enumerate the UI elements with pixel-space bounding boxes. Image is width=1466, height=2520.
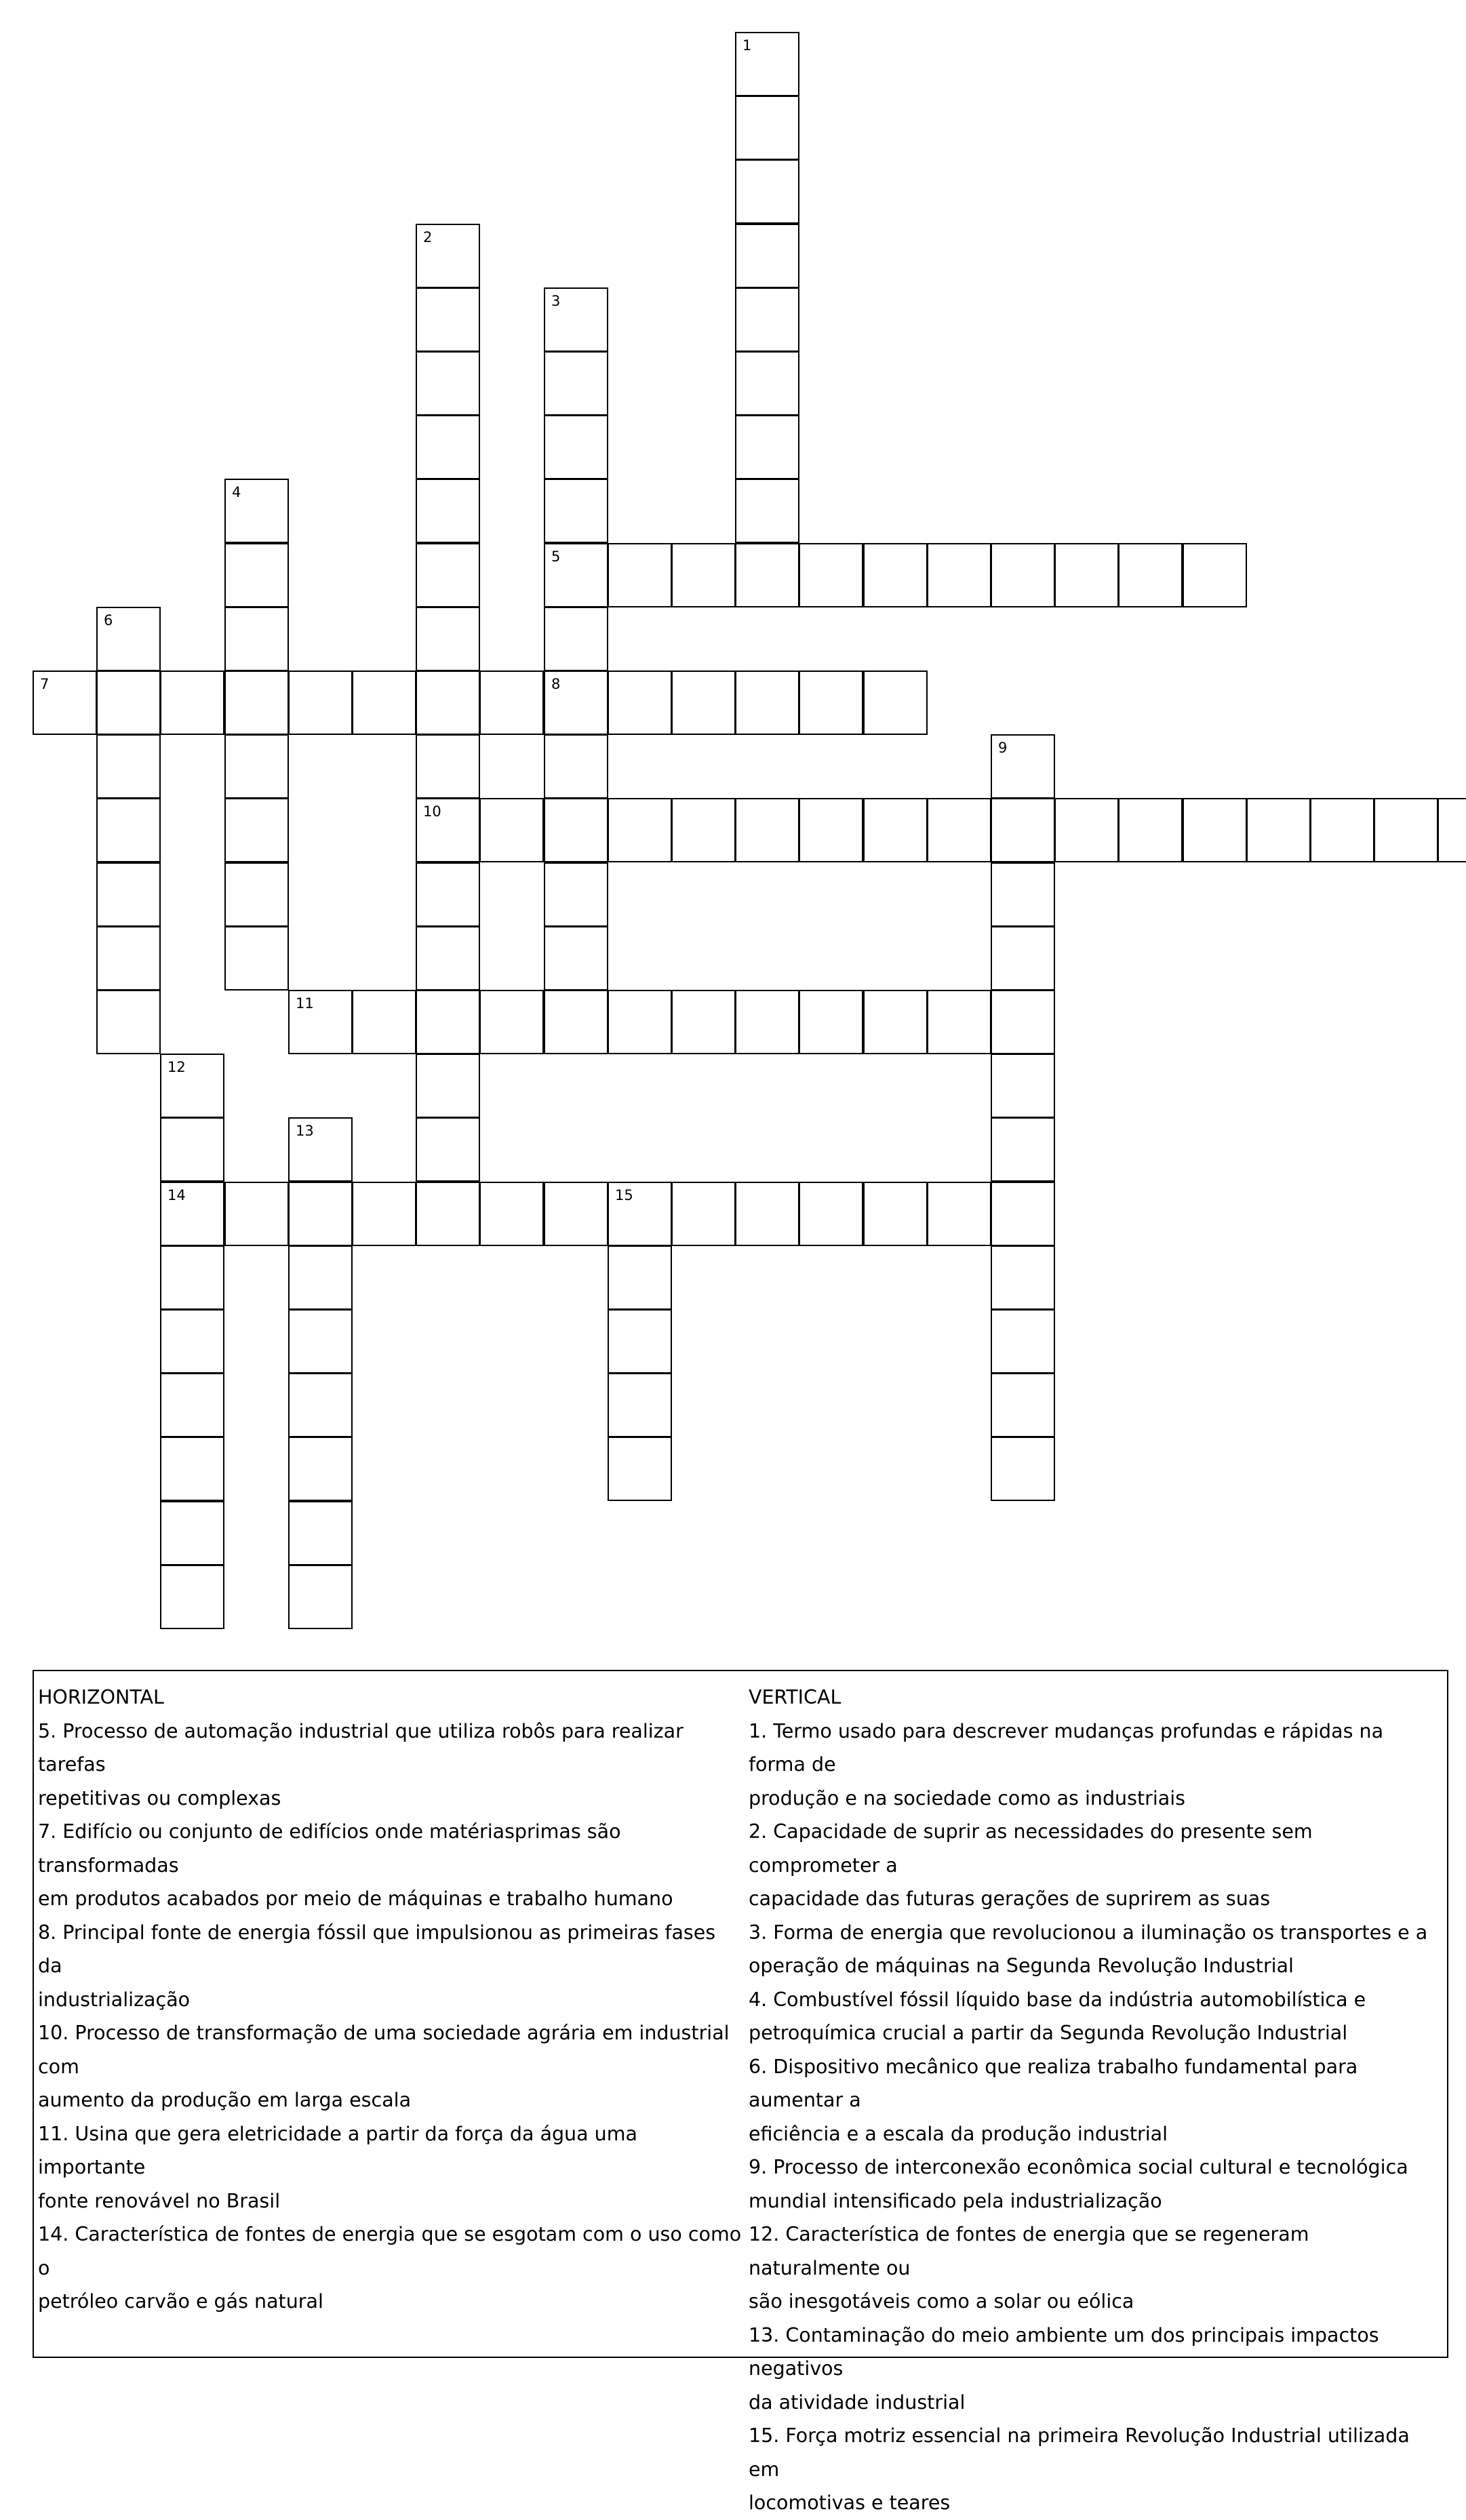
vertical-clue-line: 2. Capacidade de suprir as necessidades do presente sem comprometer a <box>749 1820 1313 1877</box>
grid-cell[interactable] <box>479 671 544 735</box>
grid-cell[interactable] <box>224 926 289 991</box>
vertical-clue-line: operação de máquinas na Segunda Revolução Industrial <box>749 1955 1294 1977</box>
horizontal-clue-line: 7. Edifício ou conjunto de edifícios onde matériasprimas são transformadas <box>38 1820 621 1877</box>
grid-cell[interactable] <box>735 543 799 607</box>
grid-cell[interactable] <box>288 1182 353 1246</box>
grid-cell[interactable] <box>991 543 1055 607</box>
grid-cell[interactable] <box>863 798 928 862</box>
grid-cell[interactable] <box>224 543 289 607</box>
grid-cell[interactable] <box>799 1182 863 1246</box>
grid-cell[interactable] <box>735 671 799 735</box>
grid-cell[interactable] <box>416 287 480 352</box>
horizontal-clues <box>38 1681 745 2319</box>
horizontal-heading: HORIZONTAL <box>38 1686 164 1708</box>
vertical-clue-line: da atividade industrial <box>749 2391 966 2414</box>
grid-cell[interactable] <box>416 543 480 607</box>
grid-cell[interactable] <box>544 479 608 543</box>
grid-cell[interactable] <box>1054 543 1119 607</box>
grid-cell[interactable] <box>671 990 736 1054</box>
grid-cell[interactable] <box>96 926 161 991</box>
grid-cell[interactable] <box>160 1245 224 1310</box>
clue-number: 11 <box>296 995 314 1012</box>
grid-cell[interactable] <box>927 798 991 862</box>
grid-cell[interactable] <box>544 990 608 1054</box>
grid-cell[interactable] <box>224 607 289 671</box>
horizontal-clue-line: 14. Característica de fontes de energia que se esgotam com o uso como o <box>38 2223 742 2279</box>
grid-cell[interactable] <box>544 798 608 862</box>
grid-cell[interactable] <box>863 990 928 1054</box>
horizontal-clue-line: fonte renovável no Brasil <box>38 2189 281 2212</box>
vertical-clue-line: locomotivas e teares <box>749 2492 951 2514</box>
grid-cell[interactable] <box>160 1565 224 1629</box>
grid-cell[interactable] <box>735 32 799 96</box>
clue-number: 13 <box>296 1123 314 1139</box>
grid-cell[interactable] <box>735 224 799 288</box>
grid-cell[interactable] <box>799 990 863 1054</box>
clue-number: 14 <box>167 1187 186 1203</box>
grid-cell[interactable] <box>608 1182 672 1246</box>
vertical-clue-line: 13. Contaminação do meio ambiente um dos principais impactos negativos <box>749 2323 1379 2380</box>
grid-cell[interactable] <box>608 1373 672 1437</box>
grid-cell[interactable] <box>1183 798 1247 862</box>
horizontal-clue-line: 5. Processo de automação industrial que utiliza robôs para realizar tarefas <box>38 1719 684 1776</box>
clue-number: 10 <box>423 803 441 820</box>
clue-number: 6 <box>104 612 113 628</box>
grid-cell[interactable] <box>671 798 736 862</box>
grid-cell[interactable] <box>352 990 416 1054</box>
grid-cell[interactable] <box>416 671 480 735</box>
vertical-clue-line: 15. Força motriz essencial na primeira Revolução Industrial utilizada em <box>749 2424 1410 2481</box>
vertical-clues <box>749 1681 1440 2520</box>
clue-number: 7 <box>40 676 49 692</box>
horizontal-clue-line: em produtos acabados por meio de máquinas e trabalho humano <box>38 1887 673 1910</box>
clue-number: 15 <box>615 1187 633 1203</box>
grid-cell[interactable] <box>96 734 161 799</box>
grid-cell[interactable] <box>735 415 799 479</box>
vertical-clue-line: eficiência e a escala da produção industrial <box>749 2122 1168 2145</box>
grid-cell[interactable] <box>416 1054 480 1118</box>
grid-cell[interactable] <box>416 224 480 288</box>
grid-cell[interactable] <box>1374 798 1438 862</box>
grid-cell[interactable] <box>735 287 799 352</box>
grid-cell[interactable] <box>1246 798 1311 862</box>
grid-cell[interactable] <box>288 1117 353 1182</box>
vertical-clue-line: petroquímica crucial a partir da Segunda Revolução Industrial <box>749 2022 1348 2044</box>
grid-cell[interactable] <box>927 990 991 1054</box>
clue-number: 5 <box>551 548 561 565</box>
grid-cell[interactable] <box>863 1182 928 1246</box>
grid-cell[interactable] <box>224 479 289 543</box>
grid-cell[interactable] <box>991 862 1055 927</box>
grid-cell[interactable] <box>799 798 863 862</box>
grid-cell[interactable] <box>96 798 161 862</box>
clue-number: 12 <box>167 1059 186 1075</box>
horizontal-clue-line: industrialização <box>38 1988 191 2011</box>
grid-cell[interactable] <box>288 990 353 1054</box>
grid-cell[interactable] <box>608 1437 672 1501</box>
grid-cell[interactable] <box>735 1182 799 1246</box>
clue-number: 3 <box>551 293 561 309</box>
grid-cell[interactable] <box>416 862 480 927</box>
clue-number: 4 <box>232 484 241 500</box>
grid-cell[interactable] <box>288 1245 353 1310</box>
grid-cell[interactable] <box>160 1373 224 1437</box>
grid-cell[interactable] <box>863 671 928 735</box>
grid-cell[interactable] <box>1310 798 1374 862</box>
grid-cell[interactable] <box>288 1309 353 1374</box>
grid-cell[interactable] <box>991 1373 1055 1437</box>
grid-cell[interactable] <box>416 479 480 543</box>
grid-cell[interactable] <box>160 671 224 735</box>
grid-cell[interactable] <box>160 1117 224 1182</box>
grid-cell[interactable] <box>416 798 480 862</box>
vertical-clue-line: 3. Forma de energia que revolucionou a iluminação os transportes e a <box>749 1921 1428 1944</box>
grid-cell[interactable] <box>288 1373 353 1437</box>
grid-cell[interactable] <box>1438 798 1466 862</box>
grid-cell[interactable] <box>352 1182 416 1246</box>
horizontal-clue-line: 10. Processo de transformação de uma sociedade agrária em industrial com <box>38 2022 730 2078</box>
clue-number: 2 <box>423 229 433 245</box>
grid-cell[interactable] <box>416 607 480 671</box>
grid-cell[interactable] <box>1183 543 1247 607</box>
grid-cell[interactable] <box>608 798 672 862</box>
grid-cell[interactable] <box>544 351 608 416</box>
grid-cell[interactable] <box>96 990 161 1054</box>
grid-cell[interactable] <box>416 926 480 991</box>
grid-cell[interactable] <box>991 798 1055 862</box>
vertical-heading: VERTICAL <box>749 1686 841 1708</box>
grid-cell[interactable] <box>735 96 799 160</box>
vertical-clue-line: 12. Característica de fontes de energia que se regeneram naturalmente ou <box>749 2223 1309 2279</box>
grid-cell[interactable] <box>1118 543 1183 607</box>
grid-cell[interactable] <box>799 543 863 607</box>
grid-cell[interactable] <box>479 990 544 1054</box>
clues-box <box>33 1670 1448 2514</box>
grid-cell[interactable] <box>544 671 608 735</box>
grid-cell[interactable] <box>416 734 480 799</box>
grid-cell[interactable] <box>863 543 928 607</box>
grid-cell[interactable] <box>160 1501 224 1565</box>
grid-cell[interactable] <box>608 1309 672 1374</box>
grid-cell[interactable] <box>352 671 416 735</box>
grid-cell[interactable] <box>927 1182 991 1246</box>
grid-cell[interactable] <box>671 543 736 607</box>
grid-cell[interactable] <box>544 607 608 671</box>
grid-cell[interactable] <box>160 1437 224 1501</box>
grid-cell[interactable] <box>224 671 289 735</box>
grid-cell[interactable] <box>991 1309 1055 1374</box>
vertical-clue-line: capacidade das futuras gerações de suprirem as suas <box>749 1887 1271 1910</box>
grid-cell[interactable] <box>991 1437 1055 1501</box>
grid-cell[interactable] <box>799 671 863 735</box>
grid-cell[interactable] <box>224 798 289 862</box>
vertical-clue-line: 1. Termo usado para descrever mudanças profundas e rápidas na forma de <box>749 1719 1384 1776</box>
grid-cell[interactable] <box>416 990 480 1054</box>
grid-cell[interactable] <box>544 415 608 479</box>
grid-cell[interactable] <box>288 1501 353 1565</box>
grid-cell[interactable] <box>544 862 608 927</box>
grid-cell[interactable] <box>735 351 799 416</box>
vertical-clue-line: 9. Processo de interconexão econômica social cultural e tecnológica <box>749 2156 1408 2178</box>
grid-cell[interactable] <box>544 543 608 607</box>
grid-cell[interactable] <box>991 1117 1055 1182</box>
grid-cell[interactable] <box>96 607 161 671</box>
grid-cell[interactable] <box>544 734 608 799</box>
grid-cell[interactable] <box>991 926 1055 991</box>
horizontal-clue-line: petróleo carvão e gás natural <box>38 2290 323 2313</box>
vertical-clue-line: 4. Combustível fóssil líquido base da indústria automobilística e <box>749 1988 1366 2011</box>
clue-number: 1 <box>742 37 752 54</box>
grid-cell[interactable] <box>991 1245 1055 1310</box>
grid-cell[interactable] <box>288 1565 353 1629</box>
grid-cell[interactable] <box>288 671 353 735</box>
grid-cell[interactable] <box>96 862 161 927</box>
grid-cell[interactable] <box>160 1182 224 1246</box>
grid-cell[interactable] <box>416 1182 480 1246</box>
grid-cell[interactable] <box>288 1437 353 1501</box>
grid-cell[interactable] <box>1118 798 1183 862</box>
grid-cell[interactable] <box>160 1054 224 1118</box>
grid-cell[interactable] <box>927 543 991 607</box>
vertical-clue-line: produção e na sociedade como as industriais <box>749 1786 1185 1809</box>
grid-cell[interactable] <box>991 1182 1055 1246</box>
clue-number: 8 <box>551 676 561 692</box>
grid-cell[interactable] <box>671 671 736 735</box>
grid-cell[interactable] <box>224 734 289 799</box>
grid-cell[interactable] <box>608 990 672 1054</box>
grid-cell[interactable] <box>544 1182 608 1246</box>
grid-cell[interactable] <box>991 990 1055 1054</box>
grid-cell[interactable] <box>479 798 544 862</box>
grid-cell[interactable] <box>416 1117 480 1182</box>
grid-cell[interactable] <box>735 159 799 224</box>
grid-cell[interactable] <box>991 1054 1055 1118</box>
grid-cell[interactable] <box>416 351 480 416</box>
vertical-clue-line: mundial intensificado pela industrialização <box>749 2189 1162 2212</box>
grid-cell[interactable] <box>608 671 672 735</box>
grid-cell[interactable] <box>671 1182 736 1246</box>
horizontal-clue-line: 11. Usina que gera eletricidade a partir da força da água uma importante <box>38 2122 637 2178</box>
grid-cell[interactable] <box>416 415 480 479</box>
grid-cell[interactable] <box>224 1182 289 1246</box>
horizontal-clue-line: aumento da produção em larga escala <box>38 2089 412 2111</box>
grid-cell[interactable] <box>735 990 799 1054</box>
grid-cell[interactable] <box>735 798 799 862</box>
grid-cell[interactable] <box>544 287 608 352</box>
grid-cell[interactable] <box>160 1309 224 1374</box>
grid-cell[interactable] <box>33 671 97 735</box>
horizontal-clue-line: 8. Principal fonte de energia fóssil que impulsionou as primeiras fases da <box>38 1921 716 1977</box>
grid-cell[interactable] <box>991 734 1055 799</box>
grid-cell[interactable] <box>479 1182 544 1246</box>
vertical-clue-line: 6. Dispositivo mecânico que realiza trabalho fundamental para aumentar a <box>749 2055 1358 2111</box>
grid-cell[interactable] <box>96 671 161 735</box>
grid-cell[interactable] <box>735 479 799 543</box>
horizontal-clue-line: repetitivas ou complexas <box>38 1786 281 1809</box>
grid-cell[interactable] <box>608 1245 672 1310</box>
vertical-clue-line: são inesgotáveis como a solar ou eólica <box>749 2290 1134 2313</box>
grid-cell[interactable] <box>1054 798 1119 862</box>
grid-cell[interactable] <box>608 543 672 607</box>
grid-cell[interactable] <box>544 926 608 991</box>
clue-number: 9 <box>998 740 1008 756</box>
grid-cell[interactable] <box>224 862 289 927</box>
